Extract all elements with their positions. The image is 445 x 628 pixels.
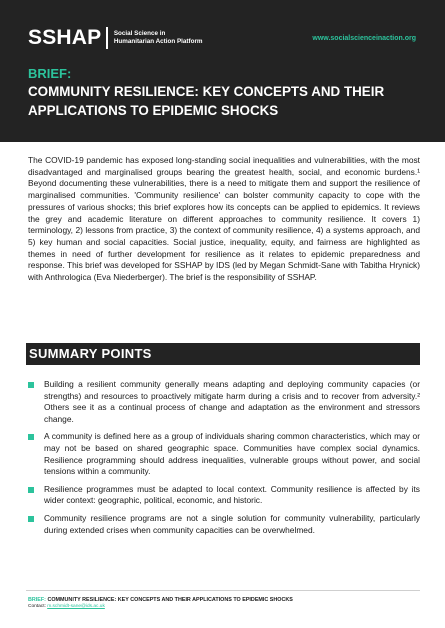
square-bullet-icon (28, 487, 34, 493)
tagline-line1: Social Science in (113, 30, 166, 37)
brief-label: BRIEF: (28, 66, 72, 81)
list-item (26, 379, 420, 425)
footer-brief-label: BRIEF: (28, 597, 46, 603)
square-bullet-icon (28, 516, 34, 522)
summary-heading-bar (26, 343, 420, 365)
footer-title-text: COMMUNITY RESILIENCE: KEY CONCEPTS AND THEIR APPLICATIONS TO EPIDEMIC SHOCKS (45, 597, 293, 603)
website-link[interactable]: www.socialscienceinaction.org (312, 35, 416, 42)
footer-title (28, 597, 420, 603)
footer-contact (28, 604, 105, 609)
intro-paragraph: The COVID-19 pandemic has exposed long-standing social inequalities and vulnerabilities, with the most disadvantaged and marginalised groups bearing the greatest health, social, and economic burdens.¹ Beyond documenting these vulnerabilities, there is a need to mitigate them and support the resilience of marginalised communities. 'Community resilience' can bolster community capacity to cope with the pressures of various shocks; this brief explores how its concepts can be applied to epidemics. It reviews the grey and academic literature on different approaches to community resilience. It covers 1) terminology, 2) lessons from practice, 3) the context of community resilience, 4) a systems approach, and 5) key human and social capacities. Social justice, inequality, equity, and fairness are highlighted as themes in need of further development for resilience as it relates to epidemic preparedness and response. This brief was developed for SSHAP by IDS (led by Megan Schmidt-Sane with Tabitha Hrynick) with Anthrologica (Eva Niederberger). The brief is the responsibility of SSHAP. (28, 155, 420, 283)
contact-label: Contact: (28, 604, 48, 609)
footer-divider (26, 590, 420, 591)
page-title: COMMUNITY RESILIENCE: KEY CONCEPTS AND THEIR APPLICATIONS TO EPIDEMIC SHOCKS (28, 84, 385, 118)
list-item (26, 431, 420, 477)
list-item (26, 513, 420, 536)
summary-point-text: Resilience programmes must be adapted to local context. Community resilience is affected by its wider context: geographic, political, economic, and historic. (44, 483, 420, 506)
summary-point-text: Community resilience programs are not a single solution for community vulnerability, particularly during extended crises when community capacities can be overwhelmed. (44, 512, 420, 535)
summary-point-text: A community is defined here as a group of individuals sharing common characteristics, which may or may not be based on shared geographic space. Communities have complex social dynamics. Resilience programming should address inequalities, vulnerable groups without power, and social tensions within a community. (44, 431, 420, 477)
list-item (26, 484, 420, 507)
tagline-line2: Humanitarian Action Platform (113, 38, 203, 45)
logo-divider (106, 27, 108, 49)
header-banner (0, 0, 445, 142)
logo-wordmark: SSHAP (28, 26, 102, 49)
summary-heading: SUMMARY POINTS (29, 346, 152, 361)
summary-point-text: Building a resilient community generally means adapting and deploying community capacies (or strengths) and resources to proactively mitigate harm during a crisis and to recover from adversity.² Others see it as a continual process of change and adaptation as the environment and stressors change. (44, 379, 420, 424)
contact-email-link[interactable]: m.schmidt-sane@ids.ac.uk (47, 604, 105, 609)
summary-points-list (26, 379, 420, 542)
sshap-logo (28, 26, 203, 50)
square-bullet-icon (28, 382, 34, 388)
square-bullet-icon (28, 434, 34, 440)
logo-tagline (114, 30, 203, 46)
